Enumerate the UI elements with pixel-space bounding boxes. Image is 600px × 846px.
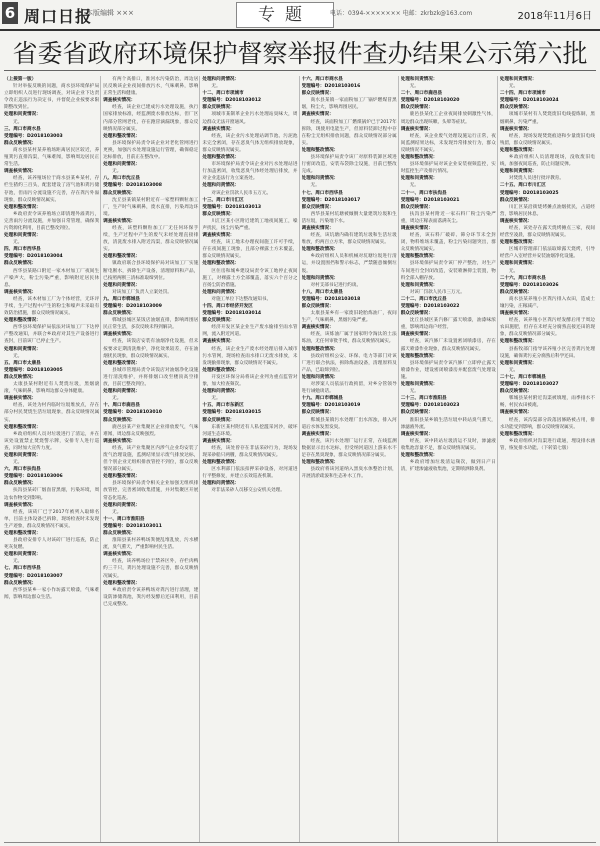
- section-heading: 处理和问责情况：: [4, 452, 41, 458]
- section-heading: 受理编号：D2018103005: [4, 367, 63, 373]
- section-heading: 处理和问责情况：: [499, 360, 537, 366]
- paragraph: 经查，该木材加工厂为个体经营，无环评手续，生产过程中产生的粉尘和噪声未采取有效防治措施，群众反映情况属实。: [4, 296, 100, 317]
- paragraph: 对村支部书记进行约谈。: [310, 282, 362, 288]
- section-heading: 群众反映情况：: [103, 531, 136, 536]
- section-heading: 受理编号：D2018103021: [400, 197, 460, 203]
- section-heading: 受理编号：D2018103007: [4, 573, 63, 579]
- paragraph: 扶沟县某村附近一家石料厂粉尘污染严重，周边庄稼表面落满灰尘。: [400, 211, 496, 224]
- section-heading: 群众反映情况：: [499, 289, 533, 295]
- section-heading: 群众反映情况：: [301, 410, 334, 416]
- paragraph: 淮阳县某村养鸭场粪便乱堆乱放，污水横流，臭气熏天，严重影响村民生活。: [103, 538, 199, 551]
- section-heading: 受理编号：D2018103014: [202, 311, 262, 317]
- section-heading: 调查核实情况：: [301, 112, 334, 118]
- section-heading: 处理和问责情况：: [202, 289, 240, 295]
- section-heading: 群众反映情况：: [4, 374, 37, 380]
- section-heading: 调查核实情况：: [103, 332, 136, 338]
- paragraph: 经查，该工地未办理夜间施工许可手续，存在夜间施工现象，且部分裸露土方未覆盖，群众反映情况属实。: [202, 240, 298, 260]
- paragraph: 郸城县城区某饭店油烟直排，影响周围居民正常生活，多次反映未得到解决。: [103, 318, 199, 331]
- section-heading: 二十、周口市鹿邑县: [400, 91, 443, 97]
- paragraph: 项城市某制革企业污水处理站臭味大，周边群众无法开窗通风。: [202, 112, 298, 125]
- section-heading: 调查核实情况：: [499, 218, 533, 224]
- section-heading: 调查核实情况：: [400, 225, 433, 231]
- paragraph: 无。: [409, 389, 419, 395]
- section-heading: 处理和整改情况：: [301, 346, 339, 352]
- paragraph: 县畜牧部门指导该养殖小区完善粪污处理设施，确保粪污充分腐熟后科学还田。: [499, 346, 596, 359]
- paragraph: 经查，该坑塘内确有建筑垃圾和生活垃圾堆放，约两百立方米，群众反映情况属实。: [301, 233, 397, 246]
- section-heading: 受理编号：D2018103013: [202, 204, 262, 210]
- paragraph: 沈丘县某镇某村附近有一家塑料颗粒加工厂，生产时气味刺鼻，废水直排，污染周边环境。: [103, 197, 199, 217]
- paragraph: 经查，该汽修厂未设置密闭喷漆房，存在露天喷漆作业现象，群众反映情况属实。: [400, 339, 496, 352]
- section-heading: 受理编号：D2018103022: [400, 304, 460, 309]
- section-heading: 处理和整改情况：: [103, 133, 140, 139]
- paragraph: 经查，该产业集聚区内涉气企业均安装了废气治理设施，监测结果显示废气排放达标，但个别企业无组织排放管控不到位，群众反映情况部分属实。: [103, 445, 199, 473]
- section-heading: 受理编号：D2018103003: [4, 133, 63, 139]
- section-label: 专题: [236, 2, 334, 28]
- section-heading: 处理和问责情况：: [103, 389, 140, 395]
- paragraph: 经济开发区某企业生产废水偷排至雨水管网，流入附近河道。: [202, 325, 298, 338]
- paragraph: 有两个高排口，淮河水污染防治，周边居民反映该企业夜间排放污水，气味刺鼻，影响正常生活和健康。: [103, 77, 199, 97]
- section-heading: 受理编号：D2018103015: [202, 410, 262, 416]
- section-heading: 受理编号：D2018103027: [499, 382, 559, 388]
- section-heading: 处理和整改情况：: [4, 318, 41, 324]
- section-heading: 处理和问责情况：: [499, 77, 537, 82]
- paragraph: 县环境保护局责令相关企业加强无组织排放管控，完善密闭收集措施，并对集聚区开展常态化巡查。: [103, 481, 199, 501]
- section-heading: 七、周口市西华县: [4, 566, 41, 572]
- section-heading: 处理和整改情况：: [499, 431, 537, 437]
- paragraph: 镇政府联合县环境保护局对该加工厂实施断电断水，拆除生产设备，清理原料和产品，已按照两断三清标准取缔到位。: [103, 261, 199, 281]
- paragraph: 鹿邑县某产业集聚区企业排放废气，气味难闻，周边群众反映强烈。: [103, 424, 199, 437]
- section-heading: 群众反映情况：: [202, 417, 235, 423]
- section-heading: 处理和问责情况：: [400, 77, 438, 82]
- section-heading: 十、周口市鹿邑县: [103, 403, 140, 409]
- paragraph: 乡政府责令该养鸭场对粪污进行清理，建设防渗储粪池，粪污经发酵后还田利用，目前已完成整改。: [103, 587, 199, 607]
- section-heading: 受理编号：D2018103010: [103, 410, 162, 416]
- paragraph: 商水县某村某养殖场距离居民区较近，养殖粪污直排沟渠，气味难闻，影响周边居民正常生活。: [4, 147, 100, 168]
- paragraph: 经查，该企业污水处理站调节池、污泥池未完全密闭，存在恶臭气体无组织排放现象，群众反映情况属实。: [202, 133, 298, 153]
- section-heading: 受理编号：D2018103018: [301, 296, 361, 302]
- column-1: [4, 76, 101, 842]
- paragraph: 无。: [13, 240, 23, 246]
- section-heading: 调查核实情况：: [103, 218, 136, 224]
- paragraph: 无。: [112, 169, 122, 175]
- section-heading: 调查核实情况：: [103, 438, 136, 444]
- paragraph: 县环境保护局责令该企业对老化管网进行更换，加强污水处理设施运行管理，确保稳定达标排放，目前正在整改中。: [103, 140, 199, 161]
- section-heading: 调查核实情况：: [4, 169, 37, 175]
- paragraph: 对施工单位下达整改通知书。: [211, 296, 272, 302]
- section-heading: 受理编号：D2018103009: [103, 304, 162, 309]
- section-heading: 处理和整改情况：: [400, 452, 438, 458]
- section-heading: 调查核实情况：: [301, 225, 334, 231]
- paragraph: 县环境保护局责令该厂对原料装卸区域进行密闭改造，安装布袋除尘设施，目前已整改完成。: [301, 155, 397, 175]
- paragraph: 区城市管理部门依法取缔露天烧烤，引导经营户入室经营并安装油烟净化设施。: [499, 247, 596, 260]
- paragraph: 川汇区某小区附近建筑工地夜间施工，噪声扰民，扬尘污染严重。: [202, 218, 298, 231]
- section-heading: 二十三、周口市淮阳县: [400, 396, 447, 402]
- column-3: [202, 76, 299, 842]
- section-heading: 群众反映情况：: [400, 311, 433, 317]
- paragraph: 经查，该企业已建成污水处理设施，执行国家排放标准，经监测废水排放达标，但厂区内部分管网老化，存在跑冒滴漏现象，群众反映情况部分属实。: [103, 105, 199, 132]
- section-heading: 受理编号：D2018103006: [4, 474, 63, 480]
- section-heading: 调查核实情况：: [202, 233, 235, 239]
- section-heading: 处理和问责情况：: [202, 77, 240, 82]
- article-columns: [4, 76, 596, 842]
- paragraph: 对该加工厂负责人立案处罚。: [112, 289, 172, 295]
- section-heading: 处理和问责情况：: [499, 261, 537, 267]
- section-heading: 群众反映情况：: [499, 389, 533, 395]
- section-heading: 受理编号：D2018103008: [103, 183, 162, 189]
- section-heading: 处理和整改情况：: [4, 424, 41, 430]
- paragraph: 郸城县某镇污水处理厂出水浑浊，排入河道后水体发黑发臭。: [301, 417, 397, 430]
- paragraph: 无。: [211, 84, 221, 90]
- paragraph: 无。: [508, 268, 519, 274]
- paragraph: 乡政府责令该养殖场立即清理外溢粪污，完善雨污分流设施，并加强日常管理，确保粪污资源化利用，目前已整改到位。: [4, 211, 100, 231]
- section-heading: 处理和整改情况：: [400, 353, 438, 359]
- paragraph: 经查，该面粉加工厂燃煤锅炉已于2017年拆除，现使用电能生产，但原料装卸过程中存在粉尘无组织排放问题，群众反映情况部分属实。: [301, 119, 397, 146]
- paragraph: 经查，该处曾存在非法采砂行为，现场发现采砂船只两艘，群众反映情况属实。: [202, 445, 298, 458]
- page-number: 6: [2, 2, 18, 24]
- section-heading: 处理和问责情况：: [103, 502, 140, 508]
- section-heading: 群众反映情况：: [4, 580, 37, 586]
- section-heading: 处理和整改情况：: [202, 367, 240, 373]
- section-heading: 八、周口市沈丘县: [103, 176, 140, 182]
- paragraph: 经查，该炼油厂属于国家明令淘汰的土法炼油，无任何审批手续，群众反映情况属实。: [301, 332, 397, 345]
- section-heading: 受理编号：D2018103026: [499, 282, 559, 288]
- section-heading: 二十七、周口市郸城县: [499, 374, 546, 380]
- section-heading: 十四、周口市经济开发区: [202, 304, 253, 309]
- section-heading: 二十四、周口市项城市: [499, 91, 546, 97]
- section-heading: 群众反映情况：: [400, 105, 433, 111]
- paragraph: 县环境保护局责令该厂停产整治，对生产车间进行全封闭改造，安装喷淋抑尘装置，物料全部入棚存放。: [400, 261, 496, 281]
- masthead-rule: [0, 29, 600, 31]
- section-heading: 处理和整改情况：: [202, 261, 240, 267]
- paragraph: 县环境保护局对该企业安装视频监控，实时监控生产及排污情况。: [400, 162, 496, 175]
- paragraph: 项城市某村有人焚烧废旧电线提炼铜，黑烟刺鼻，污染严重。: [499, 112, 596, 125]
- section-heading: 二十五、周口市川汇区: [499, 183, 546, 189]
- paragraph: 县政府将该河道纳入黑臭水体整治计划，开展清淤疏浚和生态补水工作。: [301, 467, 397, 480]
- paragraph: 县城市管理局责令该饭店对油烟净化设施进行清洗维护，并将排烟口改至楼顶高空排放，目前已整改到位。: [103, 367, 199, 388]
- section-heading: 处理和问责情况：: [301, 374, 339, 380]
- section-heading: 群众反映情况：: [4, 481, 37, 487]
- section-heading: 处理和整改情况：: [103, 254, 140, 260]
- section-heading: 处理和问责情况：: [499, 169, 537, 175]
- paragraph: 西华县某乡一家小作坊露天喷漆，气味难闻，影响周边群众生活。: [4, 587, 100, 600]
- paragraph: 无。: [211, 396, 221, 402]
- paragraph: 经查，该企业生产废水经处理后排入城市污水管网，现场检查雨水排口无废水排放，未发现偷排现象，群众反映情况不属实。: [202, 346, 298, 366]
- section-heading: 处理和整改情况：: [499, 147, 537, 153]
- section-heading: 处理和整改情况：: [103, 360, 140, 366]
- section-heading: 处理和问责情况：: [103, 162, 140, 168]
- section-heading: 十二、周口市项城市: [202, 91, 244, 97]
- paragraph: 无。: [409, 84, 419, 90]
- section-heading: 受理编号：D2018103016: [301, 84, 361, 90]
- footer-rule: [4, 842, 596, 843]
- section-heading: 十五、周口市东新区: [202, 403, 244, 409]
- section-heading: 群众反映情况：: [4, 140, 37, 146]
- paragraph: 川汇区某沿街烧烤摊点油烟扰民，占道经营，影响居民休息。: [499, 204, 596, 217]
- section-heading: 调查核实情况：: [103, 98, 136, 104]
- paragraph: 县环境保护局责令该汽修厂立即停止露天喷漆作业，建设密闭喷漆房并配套废气处理设施。: [400, 360, 496, 380]
- section-heading: 调查核实情况：: [499, 410, 533, 416]
- paragraph: 无。: [508, 367, 519, 373]
- editor-info: 本版编辑 ×××: [86, 9, 134, 17]
- section-heading: 调查核实情况：: [301, 431, 334, 437]
- section-heading: 六、周口市扶沟县: [4, 467, 41, 473]
- paragraph: 鹿邑县某化工企业夜间排放刺激性气体，周边群众出现咳嗽、头晕等症状。: [400, 112, 496, 125]
- section-heading: 处理和整改情况：: [499, 240, 537, 246]
- section-heading: 调查核实情况：: [4, 396, 37, 402]
- section-heading: 十九、周口市郸城县: [301, 396, 343, 402]
- section-heading: 处理和整改情况：: [103, 474, 140, 480]
- section-heading: 群众反映情况：: [202, 211, 235, 217]
- paragraph: 对该厂罚款人民币三万元。: [409, 289, 465, 295]
- paragraph: 针对举报反映的问题，商水县环境保护局立即组织人员进行现场调查，对该企业下达责令改正违法行为决定书，并督促企业按要求限期整改到位。: [4, 84, 100, 111]
- paragraph: 扶沟县某砖厂烟囱冒黑烟，污染环境，周边农作物受到影响。: [4, 488, 100, 501]
- column-6: [500, 76, 596, 842]
- section-heading: 十六、周口市商水县: [301, 77, 343, 82]
- section-heading: 群众反映情况：: [103, 311, 136, 317]
- section-heading: 群众反映情况：: [400, 410, 433, 416]
- section-heading: 处理和整改情况：: [301, 460, 339, 466]
- section-heading: 处理和问责情况：: [4, 346, 41, 352]
- paragraph: 经查，该养殖小区粪污经发酵后用于周边农田施肥，但存在未经充分腐熟直接还田的现象，群众反映情况部分属实。: [499, 318, 596, 338]
- section-heading: 处理和问责情况：: [4, 233, 41, 239]
- section-heading: 调查核实情况：: [202, 438, 235, 444]
- paragraph: 太康县某村附近有人焚烧垃圾，黑烟滚滚，气味刺鼻，影响周边群众身体健康。: [4, 382, 100, 395]
- section-heading: 群众反映情况：: [499, 197, 533, 203]
- section-heading: 调查核实情况：: [202, 339, 235, 345]
- section-heading: 受理编号：D2018103011: [103, 523, 162, 529]
- section-heading: 受理编号：D2018103025: [499, 190, 559, 196]
- paragraph: 对焚烧人员进行批评教育。: [508, 176, 564, 182]
- section-heading: 处理和整改情况：: [103, 580, 140, 586]
- paragraph: 无。: [13, 559, 23, 565]
- paragraph: 经查，该养鸭场位于禁养区外，存栏肉鸭约三千只，粪污处理设施不完善，群众反映情况属实。: [103, 559, 199, 579]
- section-heading: 群众反映情况：: [202, 318, 235, 324]
- section-heading: 调查核实情况：: [202, 126, 235, 132]
- section-heading: 处理和问责情况：: [400, 282, 438, 288]
- section-heading: 九、周口市郸城县: [103, 296, 140, 302]
- section-heading: 处理和问责情况：: [202, 481, 240, 487]
- section-heading: 受理编号：D2018103017: [301, 197, 361, 203]
- section-heading: 处理和整改情况：: [4, 204, 41, 210]
- paragraph: 东新区某村附近有人私挖滥采河沙，破坏河道生态环境。: [202, 424, 298, 437]
- headline-rule: [4, 70, 596, 71]
- paragraph: 无。: [112, 509, 122, 515]
- paragraph: 经查，该塑料颗粒加工厂无任何环保手续，生产过程中产生的废气未经处理直接排放，清洗废水排入附近沟渠，群众反映情况属实。: [103, 225, 199, 253]
- paper-name: 周口日报: [24, 7, 93, 26]
- section-heading: 五、周口市太康县: [4, 360, 41, 366]
- paragraph: 乡政府组织人员和机械对坑塘垃圾进行清运，并设置围挡和警示标志，严禁随意倾倒垃圾。: [301, 254, 397, 274]
- section-heading: 处理和整改情况：: [499, 339, 537, 345]
- section-heading: 群众反映情况：: [301, 204, 334, 210]
- paragraph: 沈丘县城区某汽修厂露天喷漆，油漆味浓重，影响周边商户经营。: [400, 318, 496, 331]
- paragraph: 经查，该砖厂已于2017年被列入取缔名单，目前主体设备已拆除，现场检查时未发现生产迹象，群众反映情况不属实。: [4, 509, 100, 529]
- publication-date: 2018年11月6日: [517, 11, 592, 22]
- section-heading: 群众反映情况：: [202, 105, 235, 111]
- section-heading: 二十六、周口市商水县: [499, 275, 546, 281]
- headline: 省委省政府环境保护督察举报件查办结果公示第六批: [12, 39, 588, 68]
- section-heading: 十七、周口市西华县: [301, 190, 343, 196]
- paragraph: 区住房和城乡建设局责令该工地停止夜间施工，对裸露土方全部覆盖，落实六个百分之百扬尘防治措施。: [202, 268, 298, 288]
- section-heading: 处理和整改情况：: [400, 254, 438, 260]
- section-heading: 二十一、周口市扶沟县: [400, 190, 447, 196]
- paragraph: 无。: [13, 119, 23, 125]
- section-heading: 十八、周口市太康县: [301, 289, 343, 295]
- paragraph: 经查，该养殖场位于商水县某乡某村，存栏生猪约三百头，配套建设了沼气池和粪污储存池，但雨污分流设施不完善，存在粪污外溢现象，群众反映情况属实。: [4, 176, 100, 203]
- section-heading: 四、周口市西华县: [4, 247, 41, 253]
- paragraph: 郸城县某村附近沟渠被填埋，雨季排水不畅，村民农田被淹。: [499, 396, 596, 409]
- section-heading: 群众反映情况：: [103, 190, 136, 196]
- section-heading: 十一、周口市淮阳县: [103, 516, 145, 522]
- paragraph: 商水县某镇一家面粉加工厂锅炉燃煤冒黑烟，粉尘大，影响周围居民。: [301, 98, 397, 111]
- section-heading: 受理编号：D2018103004: [4, 254, 63, 260]
- column-4: [302, 76, 399, 842]
- section-heading: 调查核实情况：: [400, 431, 433, 437]
- masthead: [0, 0, 600, 30]
- paragraph: 西华县环境保护局依法对该加工厂下达停产整改通知，并联合乡政府对其生产设备进行查封，目前该厂已停止生产。: [4, 325, 100, 345]
- section-heading: 处理和问责情况：: [4, 552, 41, 558]
- section-heading: 受理编号：D2018103023: [400, 403, 460, 409]
- section-heading: 处理和问责情况：: [400, 382, 438, 388]
- section-heading: 二十二、周口市沈丘县: [400, 296, 447, 302]
- paragraph: 乡政府增加垃圾清运频次，做到日产日清，扩建渗滤液收集池，定期喷洒除臭剂。: [400, 460, 496, 473]
- contact-info: 电话：0394-××××××× 电邮：zkrbzk@163.com: [330, 10, 473, 17]
- section-heading: 处理和问责情况：: [301, 176, 339, 182]
- paragraph: 太康县某乡有一家废旧轮胎炼油厂，夜间生产，气味刺鼻，黑烟污染严重。: [301, 311, 397, 324]
- paragraph: 经查，该石料厂破碎、筛分环节未全封闭，物料堆场未覆盖，粉尘污染问题突出，群众反映情况属实。: [400, 233, 496, 253]
- section-heading: 处理和问责情况：: [301, 275, 339, 281]
- section-heading: 处理和整改情况：: [301, 247, 339, 253]
- section-heading: （上接第一版）: [4, 77, 37, 82]
- section-heading: 处理和整改情况：: [202, 155, 240, 161]
- paragraph: 经查，该企业废气处理设施运行正常，夜间监测结果达标，未发现异常排放行为，群众反映情况不属实。: [400, 133, 496, 153]
- paragraph: 对该企业罚款人民币五万元。: [211, 190, 272, 196]
- section-heading: 调查核实情况：: [400, 126, 433, 132]
- section-heading: 群众反映情况：: [301, 91, 334, 97]
- section-heading: 十三、周口市川汇区: [202, 197, 244, 203]
- paragraph: 乡政府组织人员清理现场，没收废旧电线，加强夜间巡查，防止问题反弹。: [499, 155, 596, 168]
- section-heading: 群众反映情况：: [400, 204, 433, 210]
- paragraph: 无。: [112, 396, 122, 402]
- paragraph: 经查，该处为村内临时垃圾堆放点，存在部分村民焚烧生活垃圾现象，群众反映情况属实。: [4, 403, 100, 423]
- section-heading: 调查核实情况：: [301, 325, 334, 331]
- paragraph: 无。: [310, 183, 320, 189]
- section-heading: 处理和问责情况：: [103, 282, 140, 288]
- section-heading: 群众反映情况：: [4, 261, 37, 267]
- section-heading: 处理和整改情况：: [4, 531, 41, 536]
- column-2: [103, 76, 200, 842]
- paragraph: 经查，该沟渠部分段落因修路被占用，排水功能受到影响，群众反映情况属实。: [499, 417, 596, 430]
- paragraph: 开发区环保分局将该企业列为重点监管对象，加大检查频次。: [202, 374, 298, 388]
- section-heading: 三、周口市商水县: [4, 126, 41, 132]
- section-heading: 调查核实情况：: [400, 332, 433, 338]
- paragraph: 无。: [508, 84, 519, 90]
- paragraph: 经查，该饭店安装有油烟净化设施，但未按要求定期清洗维护，净化效果较差，存在油烟扰民现象，群众反映情况属实。: [103, 339, 199, 359]
- section-heading: 受理编号：D2018103019: [301, 403, 361, 409]
- paragraph: 经查，该中转站垃圾清运不及时，渗滤液收集池容量不足，群众反映情况属实。: [400, 438, 496, 451]
- paragraph: 无。: [409, 183, 419, 189]
- section-heading: 处理和整改情况：: [202, 460, 240, 466]
- paragraph: 经查，现场发现焚烧痕迹和少量废旧电线残留，群众反映情况属实。: [499, 133, 596, 146]
- section-heading: 调查核实情况：: [499, 311, 533, 317]
- paragraph: 区水利部门依法扣押采砂设备，对河道进行平整修复，并建立长效巡查机制。: [202, 467, 298, 480]
- section-heading: 调查核实情况：: [103, 552, 136, 558]
- paragraph: 市环境保护局责令该企业对污水处理站进行加盖密闭，收集恶臭气体经处理后排放，并对企业违法行为立案查处。: [202, 162, 298, 182]
- paragraph: 无。: [13, 353, 23, 359]
- section-heading: 群众反映情况：: [301, 304, 334, 309]
- paragraph: 县政府组织公安、环保、电力等部门对该厂进行联合执法，拆除炼油设备，清理原料及产品，已取缔到位。: [301, 353, 397, 373]
- section-heading: 群众反映情况：: [103, 417, 136, 423]
- paragraph: 经查，该污水处理厂运行正常，在线监测数据显示出水达标，但受纳河道因上游来水不足存在黑臭现象，群众反映情况部分属实。: [301, 438, 397, 458]
- paragraph: 无。: [13, 460, 23, 466]
- section-heading: 处理和整改情况：: [400, 155, 438, 161]
- paragraph: 乡政府组织人员对垃圾进行了清运，并在该处设置禁止焚烧警示牌，安排专人进行巡查，同时加大宣传力度。: [4, 431, 100, 451]
- paragraph: 经查，该处存在露天烧烤摊点三家，夜间经营至凌晨，群众反映情况属实。: [499, 225, 596, 239]
- paragraph: 商水县某养殖小区粪污排入农田，造成土壤污染，庄稼减产。: [499, 296, 596, 309]
- paragraph: 对涉案人员依法行政拘留，对乡分管领导进行诫勉谈话。: [301, 382, 397, 395]
- paragraph: 对非法采砂人员移交公安机关处理。: [211, 488, 285, 494]
- paragraph: 淮阳县某乡镇生活垃圾中转站臭气熏天，渗滤液外流。: [400, 417, 496, 430]
- paragraph: 县政府安排专人对该砖厂进行巡查，防止死灰复燃。: [4, 538, 100, 551]
- section-heading: 受理编号：D2018103012: [202, 98, 262, 104]
- section-heading: 调查核实情况：: [499, 126, 533, 132]
- paragraph: 乡政府组织对沟渠进行疏通，埋设排水涵管，恢复排水功能。（下转第七版）: [499, 438, 596, 451]
- section-heading: 群众反映情况：: [499, 105, 533, 111]
- section-heading: 处理和问责情况：: [202, 389, 240, 395]
- section-heading: 调查核实情况：: [4, 289, 37, 295]
- paragraph: 西华县某路口附近一家木材加工厂夜间生产噪声大，粉尘污染严重，影响附近居民休息。: [4, 268, 100, 288]
- section-heading: 调查核实情况：: [4, 502, 37, 508]
- section-heading: 处理和问责情况：: [400, 176, 438, 182]
- column-5: [401, 76, 498, 842]
- paragraph: 西华县某村坑塘被倾倒大量建筑垃圾和生活垃圾，污染地下水。: [301, 211, 397, 224]
- section-heading: 处理和问责情况：: [4, 112, 41, 118]
- section-heading: 受理编号：D2018103020: [400, 98, 460, 104]
- section-heading: 受理编号：D2018103024: [499, 98, 559, 104]
- section-heading: 处理和整改情况：: [301, 147, 339, 153]
- section-heading: 处理和问责情况：: [202, 183, 240, 189]
